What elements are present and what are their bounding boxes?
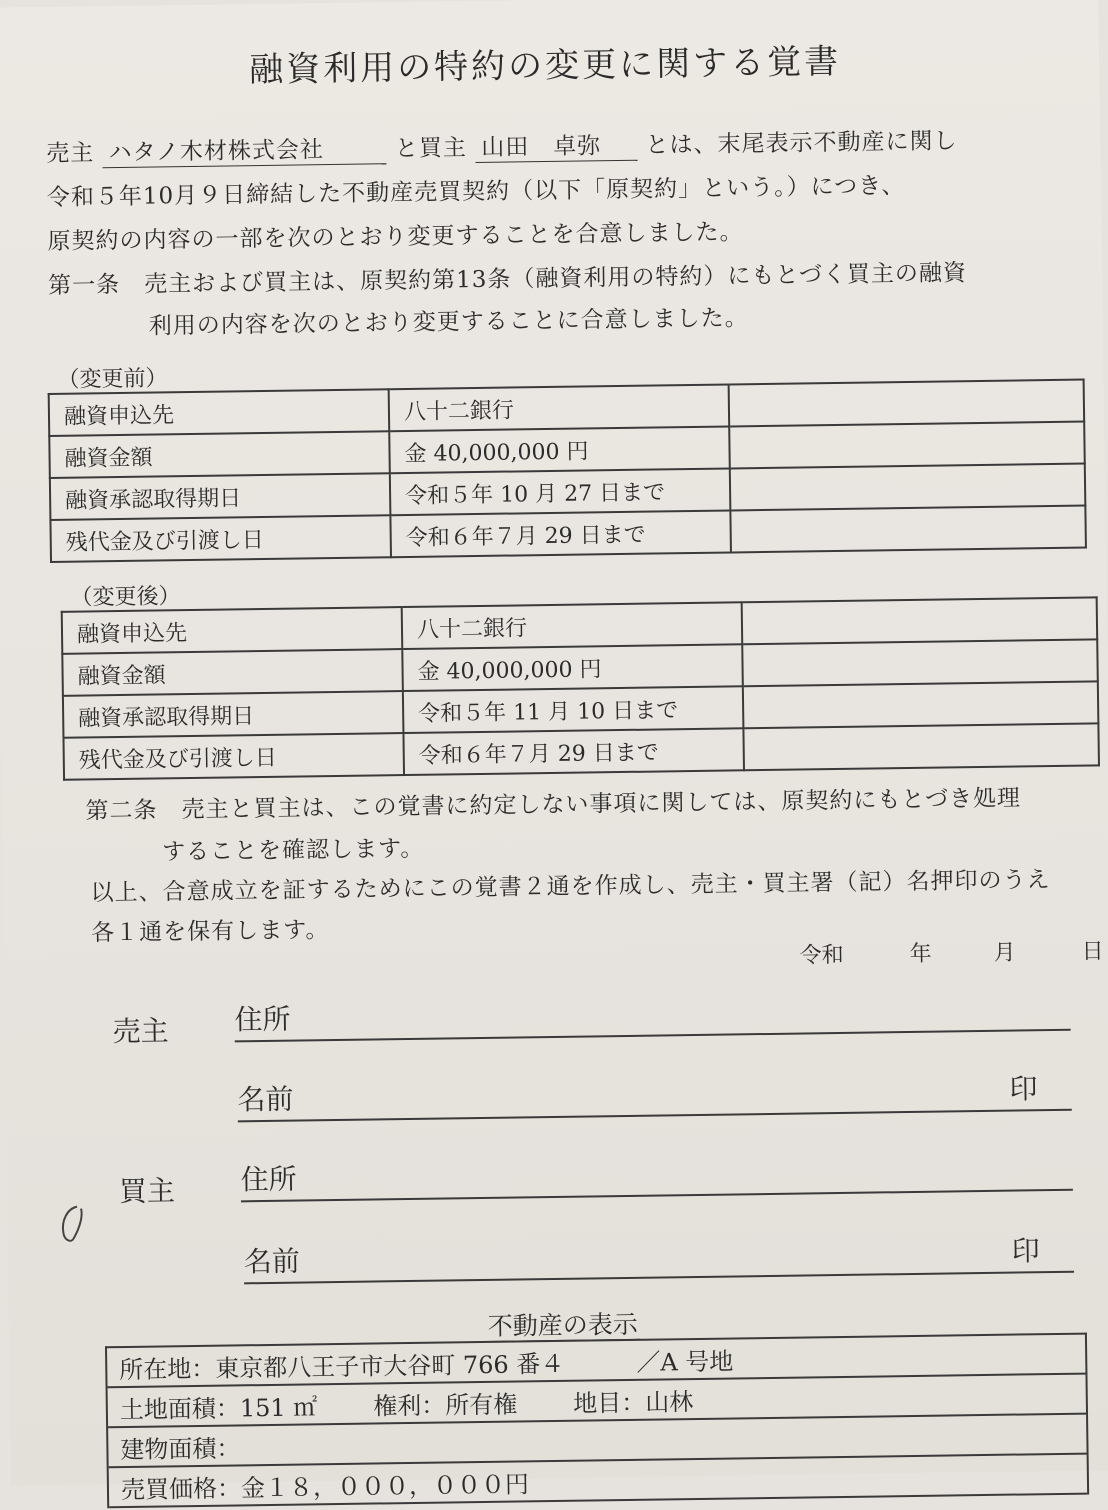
property-title-text: 不動産の表示 xyxy=(486,1310,640,1342)
table-cell-item: 残代金及び引渡し日 xyxy=(63,733,404,780)
table-cell-item: 融資金額 xyxy=(62,649,403,696)
property-rights: 権利：所有権 xyxy=(373,1390,518,1421)
table-cell-item: 融資承認取得期日 xyxy=(63,691,404,738)
table-cell-extra xyxy=(743,681,1099,728)
property-land-category: 地目：山林 xyxy=(573,1387,694,1418)
table-cell-item: 融資申込先 xyxy=(62,607,403,654)
date-day: 日 xyxy=(1081,939,1104,965)
before-table xyxy=(48,379,1087,563)
date-year: 年 xyxy=(909,941,932,968)
property-land-area: 土地面積：151 ㎡ xyxy=(119,1392,318,1424)
table-cell-extra xyxy=(742,597,1098,644)
table-cell-value: 金 40,000,000 円 xyxy=(389,426,730,473)
seller-seal-label: 印 xyxy=(1009,1072,1038,1106)
seller-address-line xyxy=(234,989,1071,1043)
date-month: 月 xyxy=(993,940,1016,966)
article-2-line-2: することを確認します。 xyxy=(161,835,425,866)
date-era: 令和 xyxy=(799,942,844,969)
after-table xyxy=(61,596,1100,780)
article-1-line-2: 利用の内容を次のとおり変更することに合意しました。 xyxy=(148,305,749,340)
closing-line-1: 以上、合意成立を証するためにこの覚書２通を作成し、売主・買主署（記）名押印のうえ xyxy=(90,867,1051,907)
table-cell-extra xyxy=(730,506,1086,553)
table-cell-value: 令和５年 11 月 10 日まで xyxy=(403,686,744,733)
intro-line-1 xyxy=(46,122,958,169)
table-cell-extra xyxy=(743,723,1099,770)
table-cell-item: 融資金額 xyxy=(49,431,390,478)
table-cell-value: 令和６年７月 29 日まで xyxy=(390,510,731,557)
article-1-line-1: 第一条 売主および買主は、原契約第13条（融資利用の特約）にもとづく買主の融資 xyxy=(47,260,968,299)
table-cell-item: 融資承認取得期日 xyxy=(50,473,391,520)
property-price: 売買価格：金１８，０００，０００円 xyxy=(120,1469,530,1504)
table-cell-extra xyxy=(729,380,1085,427)
date-line xyxy=(799,934,1103,969)
buyer-name-line xyxy=(244,1231,1075,1285)
table-cell-value: 令和６年７月 29 日まで xyxy=(403,728,744,775)
table-cell-value: 八十二銀行 xyxy=(389,384,730,431)
buyer-address-label: 住所 xyxy=(240,1162,297,1197)
intro-line-3: 原契約の内容の一部を次のとおり変更することを合意しました。 xyxy=(47,219,744,255)
article-2-line-1: 第二条 売主と買主は、この覚書に約定しない事項に関しては、原契約にもとづき処理 xyxy=(85,785,1022,825)
before-label: （変更前） xyxy=(57,366,168,393)
buyer-address-line xyxy=(240,1149,1073,1203)
table-cell-item: 融資申込先 xyxy=(49,389,390,436)
seller-name-line xyxy=(237,1069,1072,1123)
buyer-seal-label: 印 xyxy=(1011,1234,1040,1268)
seller-name-label: 名前 xyxy=(237,1082,294,1117)
document-title: 融資利用の特約の変更に関する覚書 xyxy=(248,41,842,91)
table-cell-item: 残代金及び引渡し日 xyxy=(50,515,391,562)
buyer-prefix: と買主 xyxy=(394,135,468,163)
buyer-label: 買主 xyxy=(118,1174,176,1209)
intro-line-2: 令和５年10月９日締結した不動産売買契約（以下「原契約」という。）につき、 xyxy=(46,172,906,211)
closing-line-2: 各１通を保有します。 xyxy=(91,917,330,947)
property-location: 所在地：東京都八王子市大谷町 766 番４ ／A 号地 xyxy=(119,1347,734,1384)
table-cell-value: 金 40,000,000 円 xyxy=(402,644,743,691)
table-cell-extra xyxy=(729,422,1085,469)
seller-prefix: 売主 xyxy=(46,140,95,167)
table-cell-value: 八十二銀行 xyxy=(402,602,743,649)
property-building-area: 建物面積： xyxy=(120,1433,241,1464)
seller-address-label: 住所 xyxy=(234,1002,291,1037)
seller-name: ハタノ木材株式会社 xyxy=(102,130,386,168)
after-label: （変更後） xyxy=(70,584,181,611)
buyer-name: 山田 卓弥 xyxy=(475,127,637,163)
buyer-name-label: 名前 xyxy=(243,1244,301,1279)
table-cell-extra xyxy=(742,639,1098,686)
table-cell-extra xyxy=(730,464,1086,511)
intro-line-1-suffix: とは、末尾表示不動産に関し xyxy=(645,128,958,159)
seller-label: 売主 xyxy=(112,1014,169,1049)
handwritten-circle-mark xyxy=(59,1202,90,1244)
property-table xyxy=(105,1333,1089,1509)
table-cell-value: 令和５年 10 月 27 日まで xyxy=(390,468,731,515)
